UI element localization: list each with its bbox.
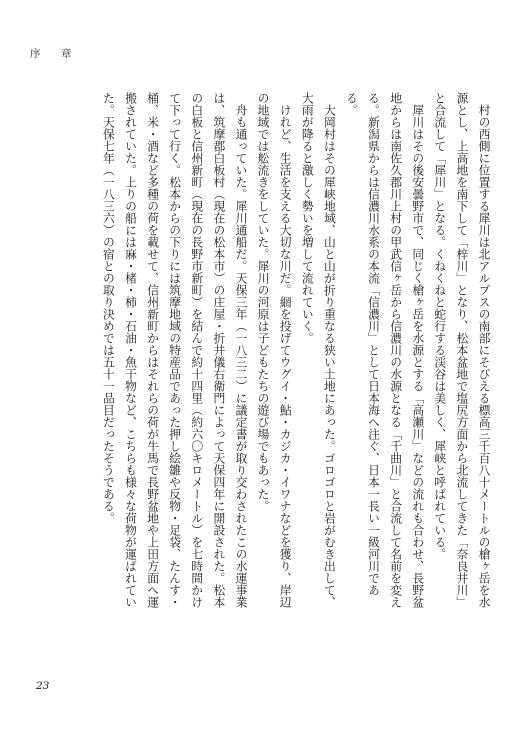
paragraph-2: 犀川はその後安曇野市で、同じく槍ヶ岳を水源とする「高瀬川」などの流れも合わせ、長野盆地からは南佐久郡川上村の甲武信ヶ岳から信濃川の水源となる「千曲川」と合流して名前を変える。新潟県からは信濃川水系の本流「信濃川」として日本海へ注ぐ、日本一長い一級河川である。: [344, 92, 425, 608]
paragraph-3: 大岡村はその犀峡地域、山と山が折り重なる狭い土地にあった。ゴロゴロと岩がむき出して、大雨が降ると激しく勢いを増して流れていく。: [300, 92, 337, 608]
paragraph-1: 村の西側に位置する犀川は北アルプスの南部にそびえる標高三千百八十メートルの槍ヶ岳を水源とし、上高地を南下して「梓川」となり、松本盆地で塩尻方面から北流してきた「奈良井川」と合流して「犀川」となる。くねくねと蛇行する渓谷は美しく、犀峡と呼ばれている。: [432, 92, 491, 608]
paragraph-5: 舟も通っていた。犀川通船だ。天保三年（一八三二）に議定書が取り交わされたこの水運事業は、筑摩郡白板村（現在の松本市）の庄屋・折井儀右衛門によって天保四年に開設された。松本の白板と信州新町（現在の長野市新町）を結んで約十四里（約六〇キロメートル）を七時間かけて下って行く。松本からの下りには筑摩地域の特産品であった押し絵雛や反物・足袋、たんす・桶、米・酒など多種の荷を載せて、信州新町からはそれらの荷が牛馬で長野盆地や上田方面へ運搬されていた。上りの船には麻・楮・柿・石油・魚干物など、こちらも様々な荷物が運ばれていた。天保七年（一八三六）の宿との取り決めでは五十一品目だったそうである。: [101, 92, 248, 608]
vertical-body-text: [23, 92, 495, 612]
paragraph-4: けれど、生活を支える大切な川だ。網を投げてウグイ・鮎・カジカ・イワナなどを獲り、岸辺の地域では舩流きをしていた。犀川の河原は子どもたちの遊び場でもあった。: [256, 92, 293, 608]
running-head: 序 章: [30, 48, 77, 60]
page-number: 23: [36, 680, 50, 692]
